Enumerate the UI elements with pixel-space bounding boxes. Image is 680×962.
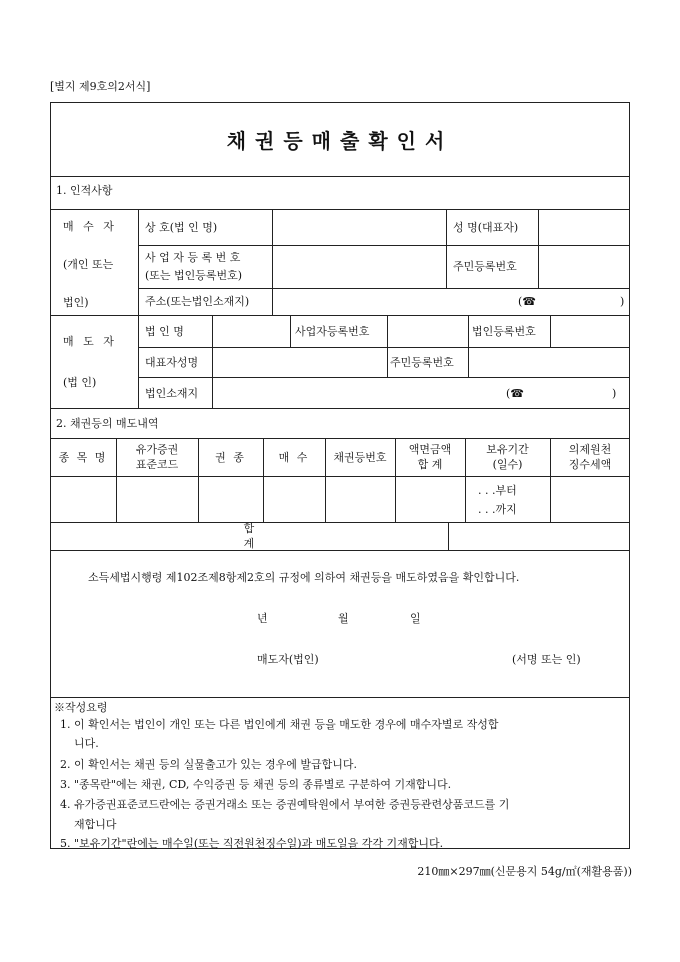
signature-hint: (서명 또는 인) (512, 653, 581, 666)
buyer-phone-close: ) (620, 295, 625, 308)
note-item: 5. "보유기간"란에는 매수일(또는 직전원천징수일)과 매도일을 각각 기재합니다. (60, 837, 444, 850)
buyer-trade-name-label: 상 호(법 인 명) (145, 221, 218, 234)
divider (446, 209, 447, 288)
note-item-continued: 재합니다 (74, 818, 117, 831)
buyer-resident-no-label: 주민등록번호 (453, 260, 517, 273)
signer-label: 매도자(법인) (257, 653, 319, 666)
note-item: 3. "종목란"에는 채권, CD, 수익증권 등 채권 등의 종류별로 구분하여 기재합니다. (60, 778, 452, 791)
seller-rep-name-label: 대표자성명 (145, 356, 199, 369)
col-header-holding-period: 보유기간 (일수) (486, 443, 529, 471)
divider (272, 209, 273, 288)
seller-label-line2: (법 인) (63, 376, 97, 389)
seller-phone-close: ) (612, 387, 617, 400)
note-item-continued: 니다. (74, 737, 99, 750)
seller-label: 매 도 자 (63, 335, 117, 348)
seller-corp-reg-no-label: 법인등록번호 (472, 325, 536, 338)
col-header-denomination: 권 종 (215, 450, 246, 464)
note-item: 2. 이 확인서는 채권 등의 실물출고가 있는 경우에 발급합니다. (60, 758, 357, 771)
total-label: 합 계 (243, 522, 373, 550)
note-item: 1. 이 확인서는 법인이 개인 또는 다른 법인에게 채권 등을 매도한 경우에 매수자별로 작성합 (60, 718, 499, 731)
buyer-address-label: 주소(또는법인소재지) (145, 295, 250, 308)
seller-phone-label: (☎ (506, 387, 524, 400)
divider (272, 288, 273, 315)
buyer-label: 매 수 자 (63, 220, 117, 233)
section-personal-heading: 1. 인적사항 (56, 184, 113, 197)
buyer-label-line2: (개인 또는 (63, 258, 114, 271)
divider (138, 245, 630, 246)
col-header-security-code: 유가증권 표준코드 (135, 443, 179, 471)
divider (138, 209, 139, 315)
divider (50, 408, 630, 409)
divider (138, 315, 139, 408)
divider (50, 209, 630, 210)
seller-business-no-label: 사업자등록번호 (295, 325, 370, 338)
notes-heading: ※작성요령 (54, 701, 108, 714)
buyer-label-line3: 법인) (63, 296, 89, 309)
buyer-business-no-label: 사 업 자 등 록 번 호 (145, 251, 241, 264)
confirmation-statement: 소득세법시행령 제102조제8항제2호의 규정에 의하여 채권등을 매도하였음을 확인합니다. (88, 571, 520, 584)
date-day-label: 일 (410, 612, 421, 625)
col-header-bond-number: 채권등번호 (333, 450, 387, 464)
divider (50, 697, 630, 698)
period-from: . . .부터 (478, 484, 517, 497)
divider (448, 522, 449, 550)
page-title: 채권등매출확인서 (50, 102, 630, 177)
period-to: . . .까지 (478, 503, 517, 516)
col-header-withholding-tax: 의제원천 징수세액 (568, 443, 612, 471)
section-details-heading: 2. 채권등의 매도내역 (56, 417, 159, 430)
buyer-business-no-label-line2: (또는 법인등록번호) (145, 269, 243, 282)
form-label: [별지 제9호의2서식] (50, 80, 151, 93)
divider (212, 315, 213, 408)
seller-corp-name-label: 법 인 명 (145, 325, 184, 338)
buyer-phone-label: (☎ (518, 295, 536, 308)
divider (50, 476, 630, 477)
col-header-face-amount: 액면금액 합 계 (408, 443, 452, 471)
buyer-name-label: 성 명(대표자) (453, 221, 519, 234)
divider (550, 315, 551, 347)
col-header-item-name: 종 목 명 (58, 450, 108, 464)
note-item: 4. 유가증권표준코드란에는 증권거래소 또는 증권예탁원에서 부여한 증권등관련상품코드를 기 (60, 798, 510, 811)
divider (50, 315, 630, 316)
seller-location-label: 법인소재지 (145, 387, 199, 400)
divider (538, 209, 539, 288)
seller-resident-no-label: 주민등록번호 (390, 356, 454, 369)
divider (387, 315, 388, 377)
date-month-label: 월 (338, 612, 349, 625)
divider (290, 315, 291, 347)
divider (138, 288, 630, 289)
date-year-label: 년 (257, 612, 268, 625)
divider (468, 315, 469, 377)
col-header-quantity: 매 수 (278, 450, 310, 464)
paper-spec: 210㎜×297㎜(신문용지 54g/㎡(재활용품)) (417, 865, 632, 878)
